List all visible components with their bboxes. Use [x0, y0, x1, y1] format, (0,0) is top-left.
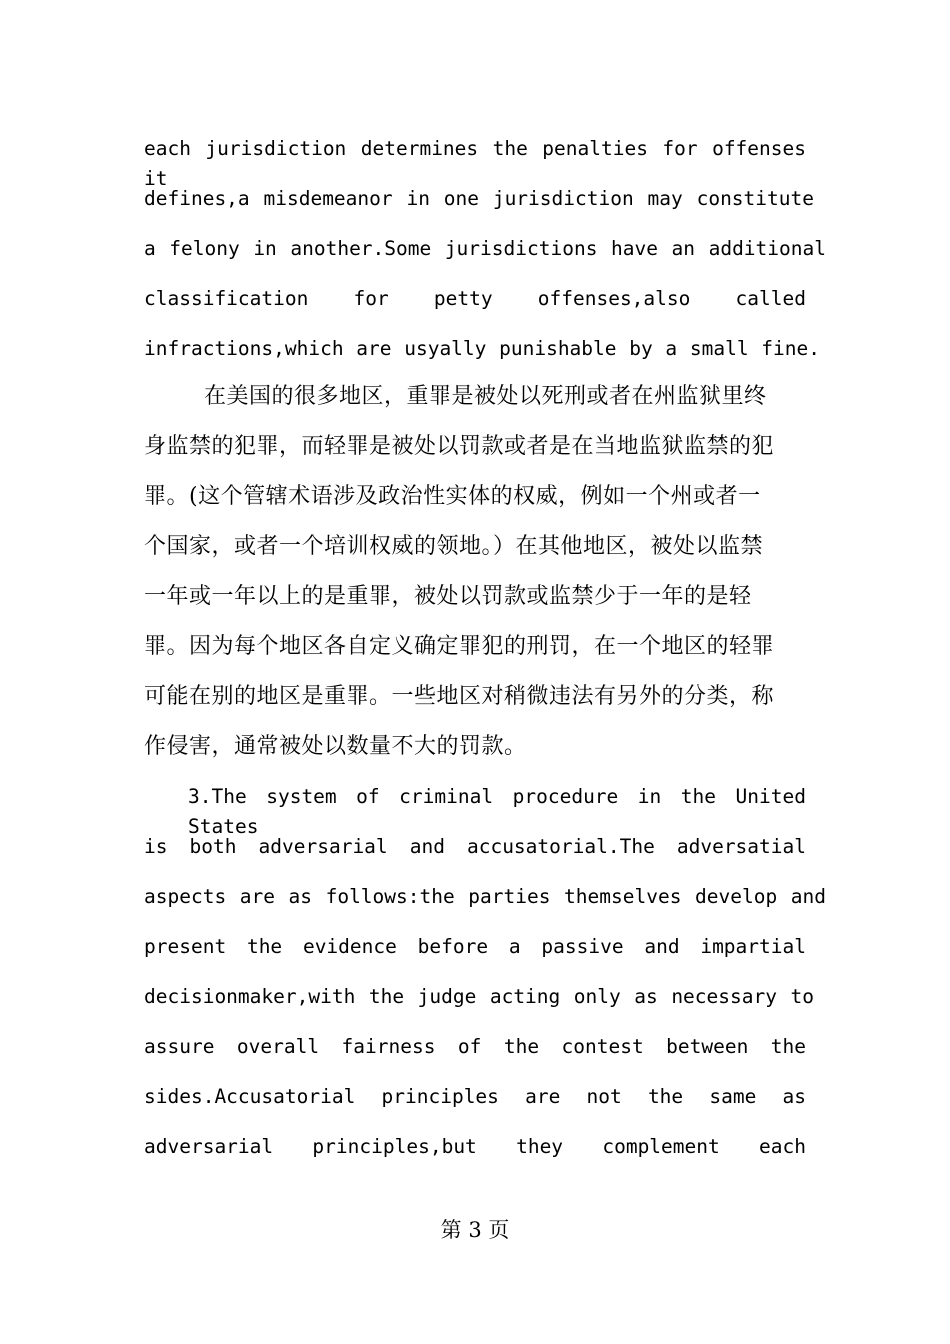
text-line: 个国家，或者一个培训权威的领地。）在其他地区，被处以监禁	[144, 534, 764, 559]
text-line: assure overall fairness of the contest between the	[144, 1035, 806, 1058]
text-line: each jurisdiction determines the penalties for offenses it	[144, 137, 806, 190]
text-line: 罪。(这个管辖术语涉及政治性实体的权威，例如一个州或者一	[144, 484, 761, 509]
text-line: is both adversarial and accusatorial.The adversatial	[144, 835, 806, 858]
text-line: 一年或一年以上的是重罪，被处以罚款或监禁少于一年的是轻	[144, 584, 752, 609]
text-line: a felony in another.Some jurisdictions have an additional	[144, 237, 826, 260]
text-line: 在美国的很多地区，重罪是被处以死刑或者在州监狱里终	[204, 384, 767, 409]
page-number: 第 3 页	[440, 1218, 510, 1242]
text-line: infractions,which are usyally punishable by a small fine.	[144, 337, 820, 360]
text-line: sides.Accusatorial principles are not the same as	[144, 1085, 806, 1108]
text-line: 可能在别的地区是重罪。一些地区对稍微违法有另外的分类，称	[144, 684, 775, 709]
text-line: 身监禁的犯罪，而轻罪是被处以罚款或者是在当地监狱监禁的犯	[144, 434, 775, 459]
text-line: 作侵害，通常被处以数量不大的罚款。	[144, 734, 527, 759]
text-line: 罪。因为每个地区各自定义确定罪犯的刑罚，在一个地区的轻罪	[144, 634, 775, 659]
text-line: decisionmaker,with the judge acting only as necessary to	[144, 985, 814, 1008]
text-line: classification for petty offenses,also called	[144, 287, 806, 310]
text-line: present the evidence before a passive and impartial	[144, 935, 806, 958]
text-line: defines,a misdemeanor in one jurisdiction may constitute	[144, 187, 814, 210]
text-line: aspects are as follows:the parties themselves develop and	[144, 885, 826, 908]
text-line: 3.The system of criminal procedure in the United States	[188, 785, 806, 838]
text-line: adversarial principles,but they complement each	[144, 1135, 806, 1158]
